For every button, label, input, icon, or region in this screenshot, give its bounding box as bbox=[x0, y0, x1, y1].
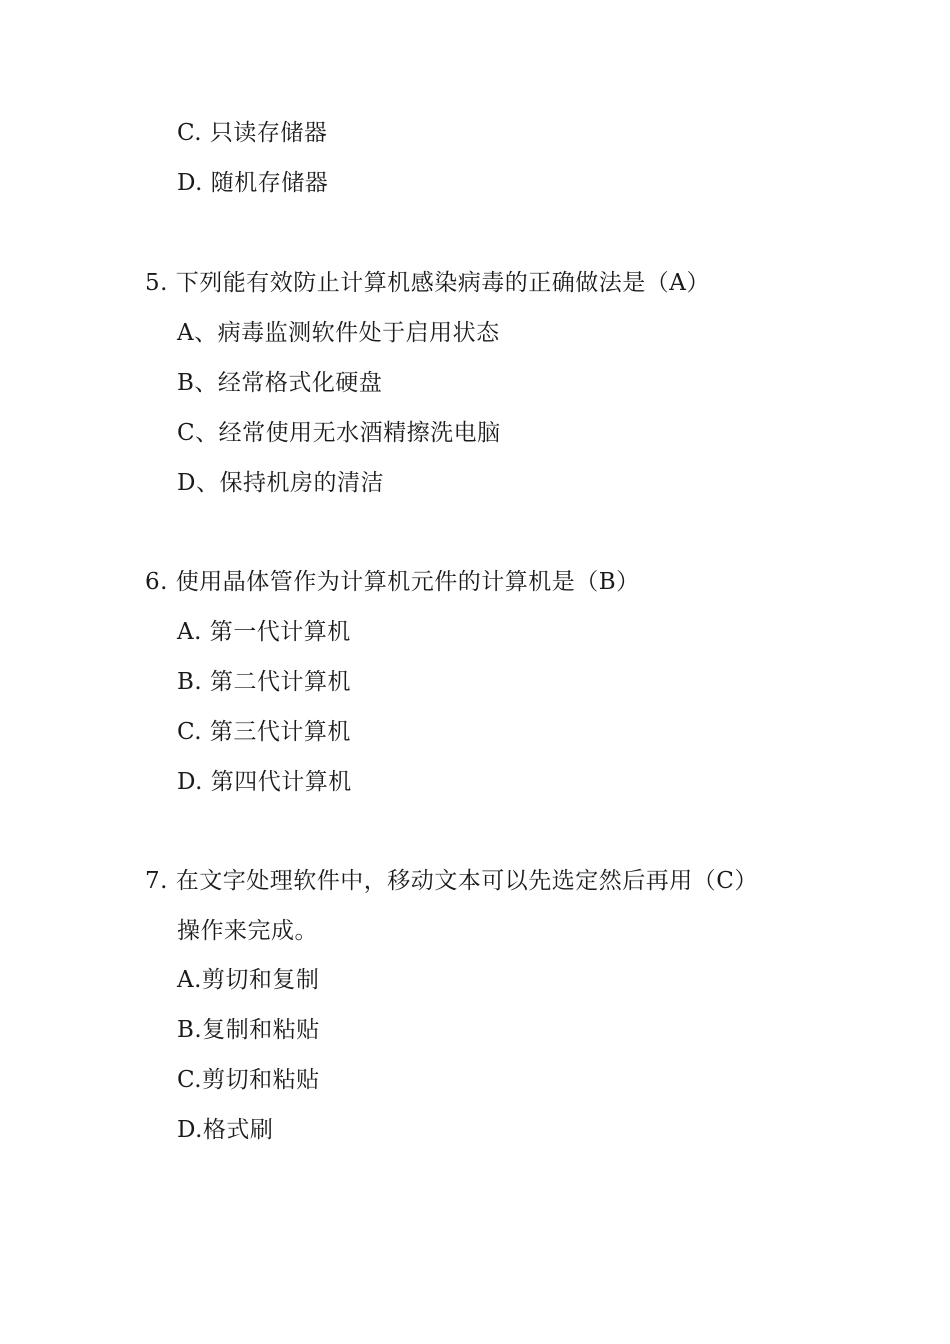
q7-option-b: B.复制和粘贴 bbox=[177, 1017, 320, 1043]
q7-option-d: D.格式刷 bbox=[177, 1117, 274, 1143]
q5-option-d: D、保持机房的清洁 bbox=[177, 470, 384, 496]
q5-option-b: B、经常格式化硬盘 bbox=[177, 370, 383, 396]
question-7: 7. 在文字处理软件中，移动文本可以先选定然后再用（C） bbox=[145, 868, 758, 894]
question-6: 6. 使用晶体管作为计算机元件的计算机是（B） bbox=[145, 569, 640, 595]
question-5: 5. 下列能有效防止计算机感染病毒的正确做法是（A） bbox=[145, 270, 710, 296]
q7-option-c: C.剪切和粘贴 bbox=[177, 1067, 320, 1093]
question-7-continued: 操作来完成。 bbox=[177, 918, 318, 944]
q7-option-a: A.剪切和复制 bbox=[177, 967, 320, 993]
q6-option-b: B. 第二代计算机 bbox=[177, 669, 352, 695]
q6-option-c: C. 第三代计算机 bbox=[177, 719, 351, 745]
prev-option-d: D. 随机存储器 bbox=[177, 170, 329, 196]
q6-option-a: A. 第一代计算机 bbox=[177, 619, 351, 645]
prev-option-c: C. 只读存储器 bbox=[177, 120, 328, 146]
q6-option-d: D. 第四代计算机 bbox=[177, 769, 352, 795]
q5-option-a: A、病毒监测软件处于启用状态 bbox=[177, 320, 500, 346]
q5-option-c: C、经常使用无水酒精擦洗电脑 bbox=[177, 420, 501, 446]
